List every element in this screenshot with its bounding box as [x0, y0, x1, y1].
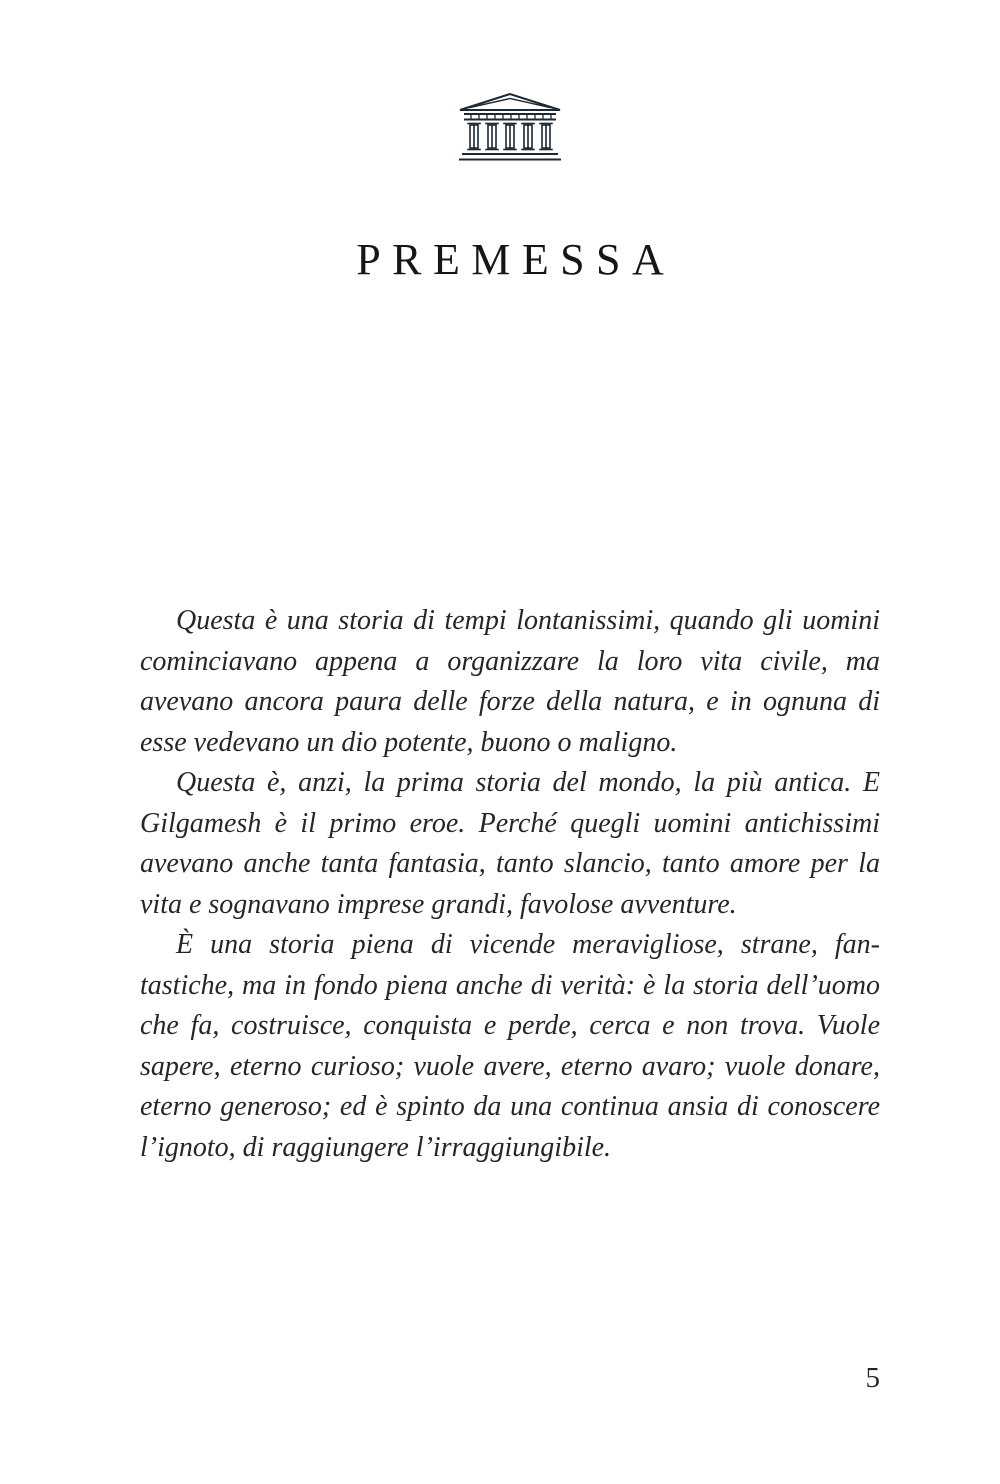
temple-icon — [457, 90, 563, 166]
chapter-title: PREMESSA — [356, 235, 676, 284]
paragraph-3: È una storia piena di vicende meravigliose, strane, fantastiche, ma in fondo piena anche di verità: è la storia dell’uomo che fa, costruisce, conquista e perde, cerca e non trova. Vuole sapere, eterno curioso; vuole avere, eterno avaro; vuole donare, eterno generoso; ed è spinto da una continua ansia di conoscere l’ignoto, di raggiungere l’irraggiungibile. — [140, 929, 880, 1163]
paragraph-1: Questa è una storia di tempi lontanissimi, quando gli uomini cominciavano appena a organizzare la loro vita civile, ma avevano ancora paura delle forze della natura, e in ognuna di esse vedevano un dio potente, buono o maligno. — [140, 605, 880, 758]
page-number: 5 — [865, 1362, 880, 1394]
text-block — [140, 0, 880, 1484]
body-text — [140, 601, 880, 1168]
paragraph-2: Questa è, anzi, la prima storia del mondo, la più antica. E Gilgamesh è il primo eroe. Perché quegli uomini antichissimi avevano anche tanta fantasia, tanto slancio, tanto amore per la vita e sognavano imprese grandi, favolose avventure. — [140, 767, 880, 920]
